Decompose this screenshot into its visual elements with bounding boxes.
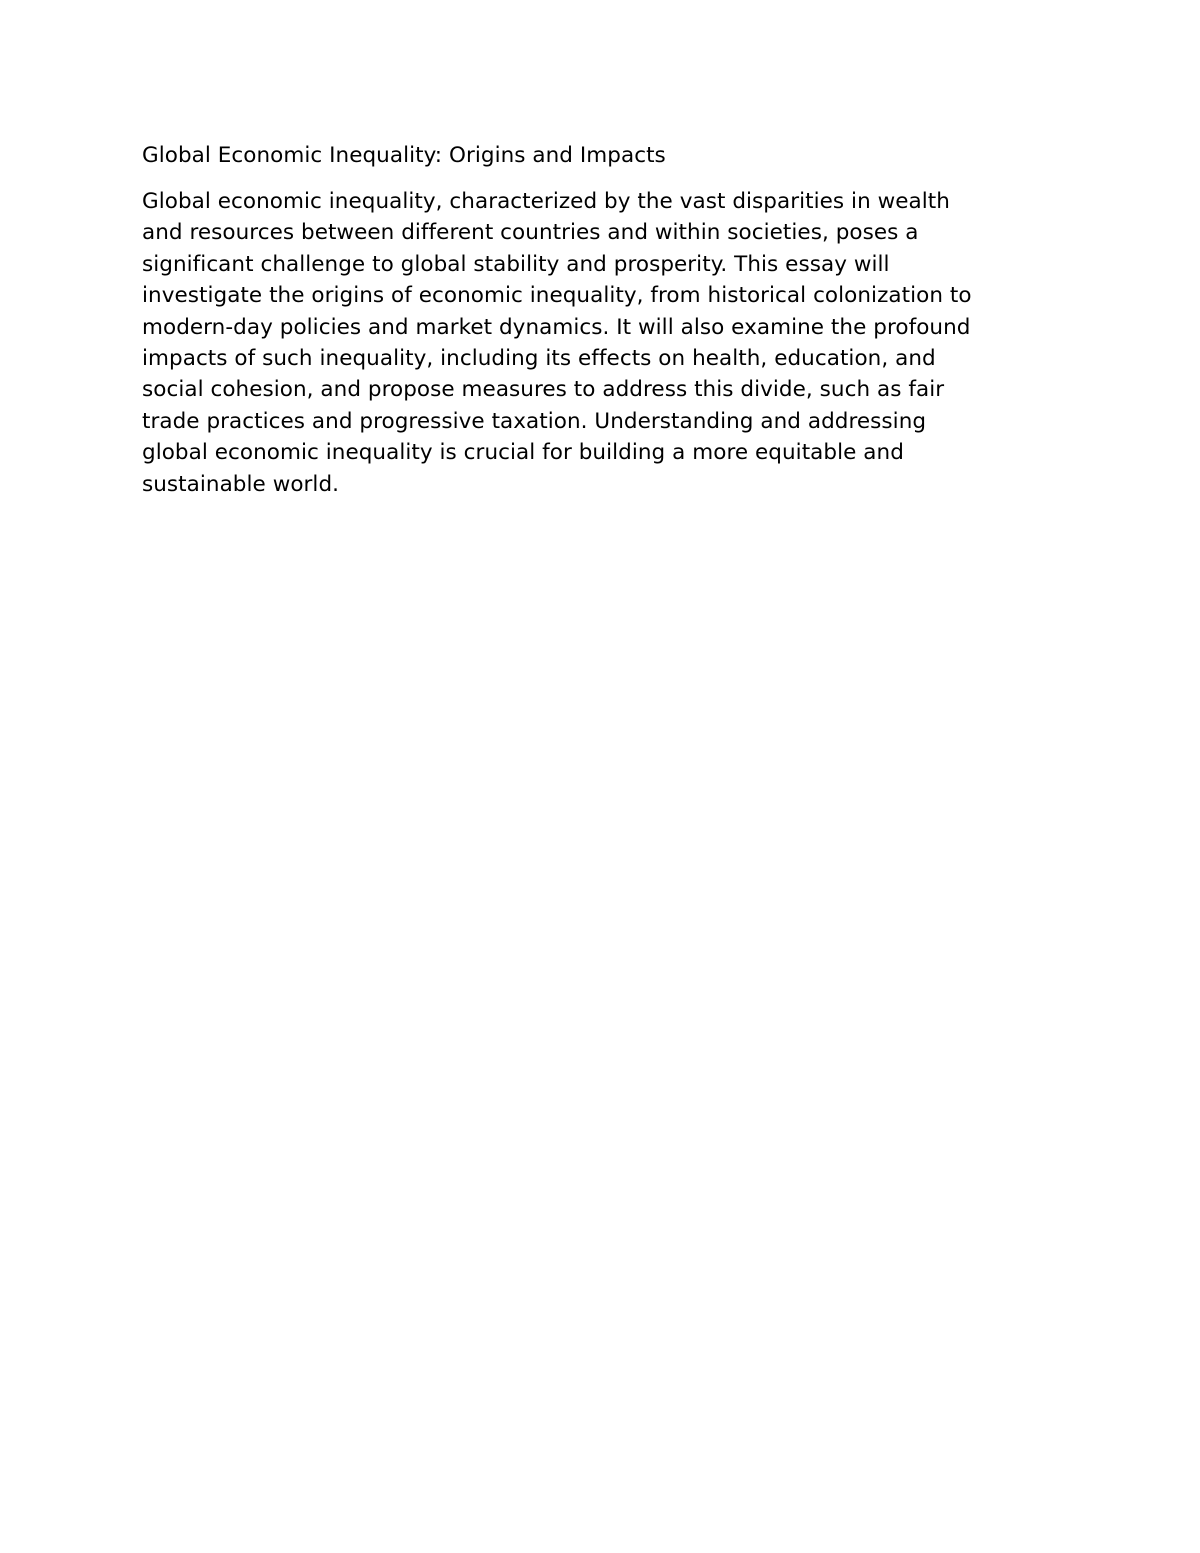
paragraph-line: modern-day policies and market dynamics. It will also examine the profound bbox=[142, 314, 971, 340]
paragraph-line: global economic inequality is crucial for building a more equitable and bbox=[142, 440, 904, 466]
paragraph-line: impacts of such inequality, including its effects on health, education, and bbox=[142, 346, 936, 372]
document-body bbox=[142, 140, 1062, 500]
paragraph-line: trade practices and progressive taxation. Understanding and addressing bbox=[142, 408, 927, 434]
paragraph-line: and resources between different countries and within societies, poses a bbox=[142, 220, 919, 246]
paragraph-line: social cohesion, and propose measures to address this divide, such as fair bbox=[142, 377, 945, 403]
paragraph-line: investigate the origins of economic inequality, from historical colonization to bbox=[142, 283, 972, 309]
paragraph-line: sustainable world. bbox=[142, 471, 340, 497]
paragraph-line: significant challenge to global stability and prosperity. This essay will bbox=[142, 251, 890, 277]
paragraph-line: Global economic inequality, characterized by the vast disparities in wealth bbox=[142, 189, 950, 214]
document-paragraph bbox=[142, 186, 1062, 500]
document-title: Global Economic Inequality: Origins and Impacts bbox=[142, 143, 666, 168]
